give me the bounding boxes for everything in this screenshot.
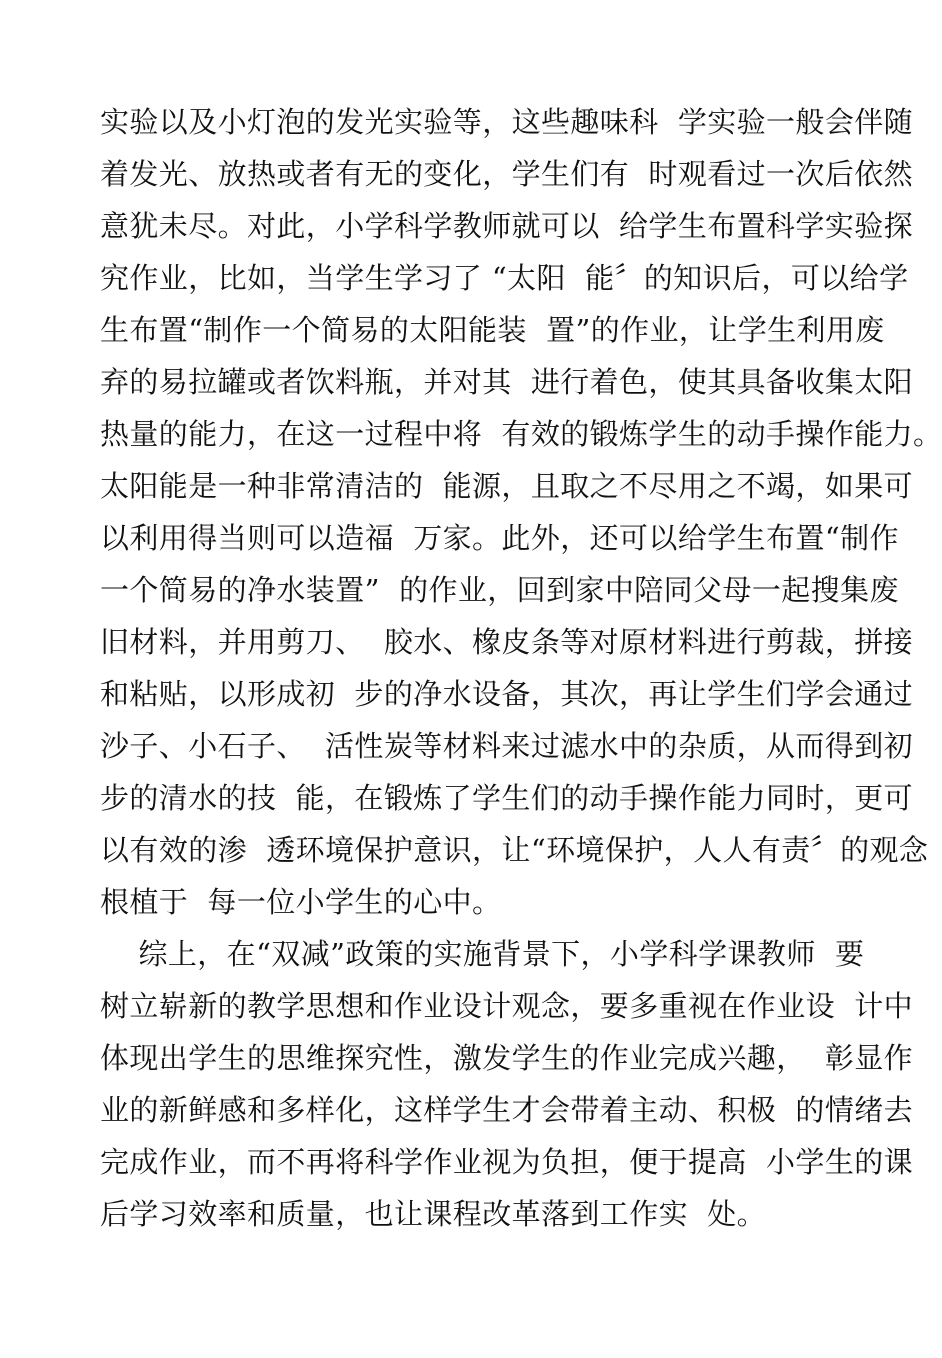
text-line: 综上，在“双减”政策的实施背景下，小学科学课教师 要 <box>100 937 865 971</box>
text-line: 太阳能是一种非常清洁的 能源，且取之不尽用之不竭，如果可 <box>100 469 914 503</box>
text-line: 业的新鲜感和多样化，这样学生才会带着主动、积极 的情绪去 <box>100 1093 914 1127</box>
body-text <box>100 96 942 1240</box>
text-line: 以利用得当则可以造福 万家。此外，还可以给学生布置“制作 <box>100 521 899 555</box>
text-line: 完成作业，而不再将科学作业视为负担，便于提高 小学生的课 <box>100 1145 914 1179</box>
text-line: 体现出学生的思维探究性，激发学生的作业完成兴趣， 彰显作 <box>100 1041 914 1075</box>
text-line: 着发光、放热或者有无的变化，学生们有 时观看过一次后依然 <box>100 157 914 191</box>
text-line: 树立崭新的教学思想和作业设计观念，要多重视在作业设 计中 <box>100 989 914 1023</box>
text-line: 一个简易的净水装置” 的作业，回到家中陪同父母一起搜集废 <box>100 573 899 607</box>
text-line: 实验以及小灯泡的发光实验等，这些趣味科 学实验一般会伴随 <box>100 105 914 139</box>
text-line: 热量的能力，在这一过程中将 有效的锻炼学生的动手操作能力。 <box>100 417 942 451</box>
text-line: 后学习效率和质量，也让课程改革落到工作实 处。 <box>100 1197 767 1231</box>
text-line: 究作业，比如，当学生学习了 “太阳 能〞的知识后，可以给学 <box>100 261 909 295</box>
text-line: 旧材料，并用剪刀、 胶水、橡皮条等对原材料进行剪裁，拼接 <box>100 625 914 659</box>
text-line: 沙子、小石子、 活性炭等材料来过滤水中的杂质，从而得到初 <box>100 729 914 763</box>
text-line: 意犹未尽。对此，小学科学教师就可以 给学生布置科学实验探 <box>100 209 914 243</box>
text-line: 根植于 每一位小学生的心中。 <box>100 885 502 919</box>
text-line: 以有效的渗 透环境保护意识，让“环境保护，人人有责〞的观念 <box>100 833 929 867</box>
text-line: 弃的易拉罐或者饮料瓶，并对其 进行着色，使其具备收集太阳 <box>100 365 914 399</box>
text-line: 和粘贴，以形成初 步的净水设备，其次，再让学生们学会通过 <box>100 677 914 711</box>
text-line: 生布置“制作一个简易的太阳能装 置”的作业，让学生利用废 <box>100 313 885 347</box>
text-line: 步的清水的技 能，在锻炼了学生们的动手操作能力同时，更可 <box>100 781 914 815</box>
